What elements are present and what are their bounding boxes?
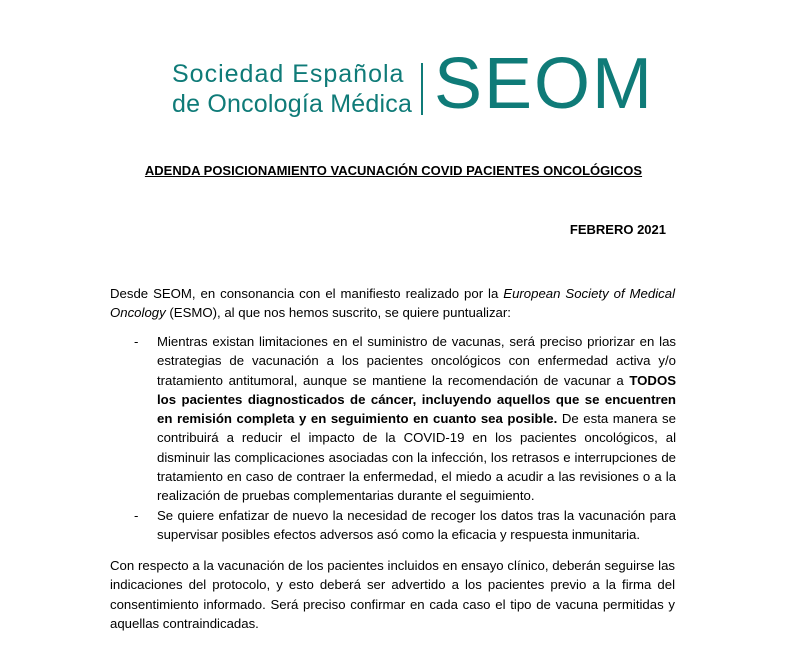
intro-text-start: Desde SEOM, en consonancia con el manifiesto realizado por la — [110, 286, 504, 301]
logo-society-name-line2: de Oncología Médica — [172, 90, 413, 118]
recommendations-list — [134, 332, 676, 544]
document-title: ADENDA POSICIONAMIENTO VACUNACIÓN COVID PACIENTES ONCOLÓGICOS — [144, 163, 643, 178]
bullet-dash: - — [134, 334, 139, 349]
bullet-dash: - — [134, 507, 139, 523]
logo-acronym: SEOM — [434, 44, 655, 124]
list-item-emphasis: TODOS los pacientes diagnosticados de cáncer, incluyendo aquellos que se encuentren en remisión completa y en seguimiento en cuanto sea posible. — [157, 372, 676, 427]
logo-divider — [421, 63, 423, 115]
intro-text-end: (ESMO), al que nos hemos suscrito, se quiere puntualizar: — [165, 305, 511, 321]
closing-paragraph: Con respecto a la vacunación de los pacientes incluidos en ensayo clínico, deberán seguirse las indicaciones del protocolo, y esto deberá ser advertido a los pacientes previo a la firma del consentimiento informado. Será preciso confirmar en cada caso el tipo de vacuna permitidas y aquellas contraindicadas. — [110, 558, 675, 631]
intro-organization-name: European Society of Medical Oncology — [110, 286, 675, 321]
list-item-prioritization — [134, 332, 676, 506]
list-item-data-collection — [134, 506, 676, 545]
list-item-text: Se quiere enfatizar de nuevo la necesidad de recoger los datos tras la vacunación para supervisar posibles efectos adversos asó como la eficacia y respuesta inmunitaria. — [157, 507, 676, 542]
seom-logo — [0, 0, 787, 130]
intro-paragraph — [110, 284, 675, 323]
logo-society-name-line1: Sociedad Española — [172, 60, 405, 88]
list-item-text-start: Mientras existan limitaciones en el suministro de vacunas, será preciso priorizar en las estrategias de vacunación a los pacientes oncológicos con enfermedad activa y/o tratamiento antitumoral, aunque se mantiene la recomendación de vacunar a — [157, 334, 676, 388]
document-date: FEBRERO 2021 — [569, 222, 666, 237]
list-item-text-end: De esta manera se contribuirá a reducir el impacto de la COVID-19 en los pacientes oncológicos, al disminuir las complicaciones asociadas con la infección, los retrasos e interrupciones de tratamiento en caso de contraer la enfermedad, el miedo a acudir a las revisiones o a la realización de pruebas complementarias durante el seguimiento. — [157, 411, 676, 504]
